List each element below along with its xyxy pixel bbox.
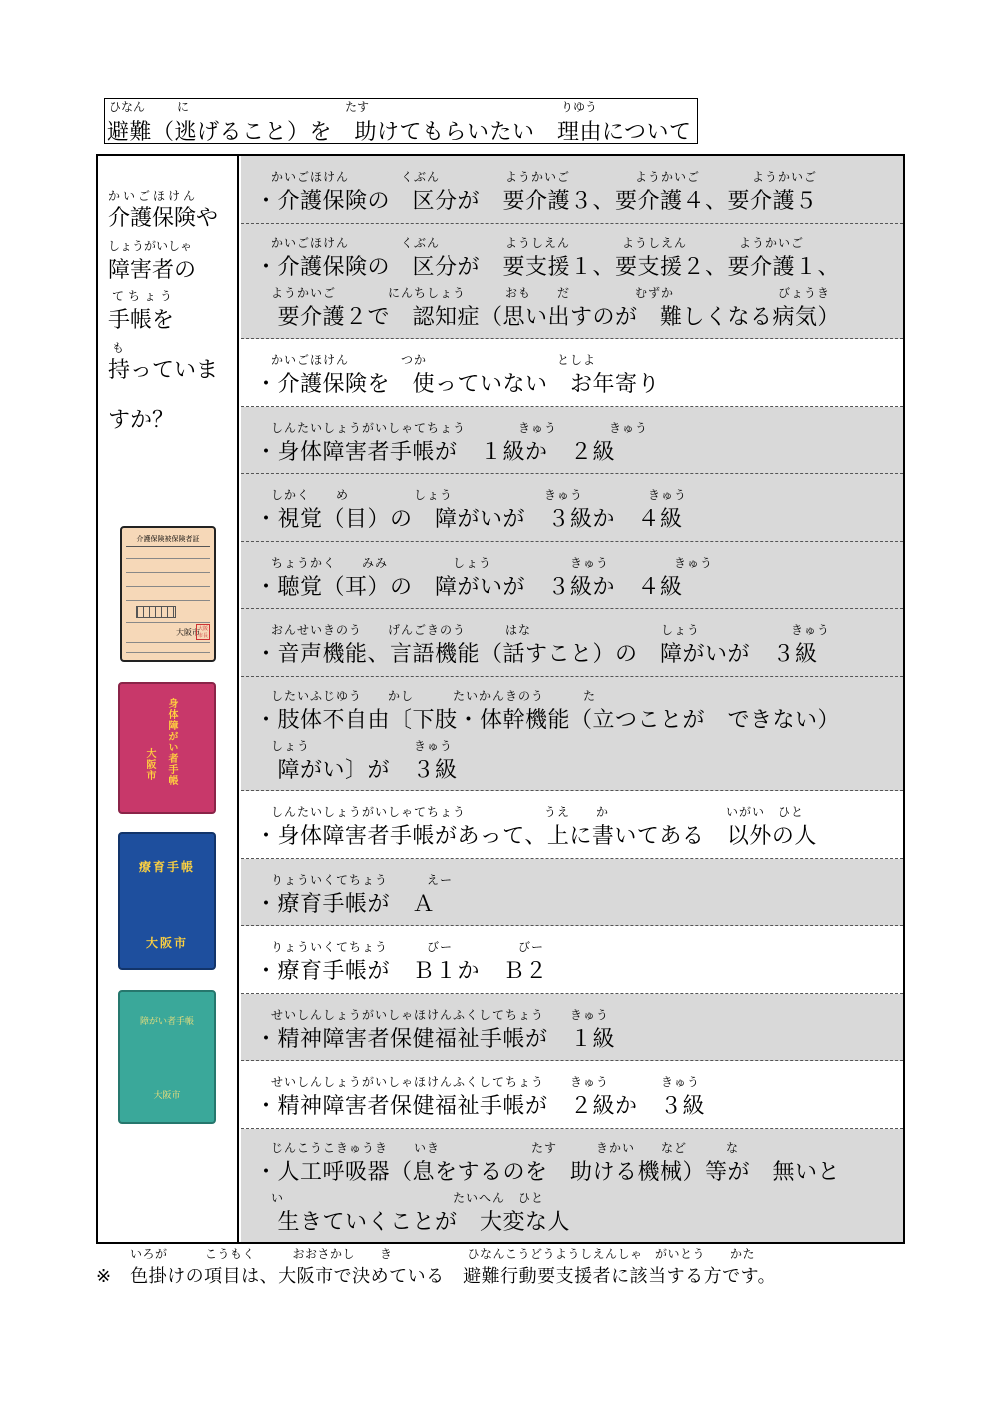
condition-row-10 bbox=[241, 926, 903, 994]
row-text: ・療育手帳が Ｂ１か Ｂ２ bbox=[255, 959, 548, 984]
question-ruby-2: てちょう bbox=[112, 289, 177, 303]
insurance-card-image bbox=[120, 526, 216, 662]
row-ruby: かいごほけん つか としよ bbox=[271, 353, 597, 367]
condition-row-12 bbox=[241, 1061, 903, 1129]
condition-row-5 bbox=[241, 542, 903, 609]
question-ruby-1: しょうがいしゃ bbox=[108, 239, 193, 253]
title-ruby-2: たす bbox=[345, 100, 370, 114]
question-line-0: 介護保険や bbox=[108, 206, 219, 231]
row-text: 障がい〕が ３級 bbox=[255, 758, 458, 783]
row-text: ・介護保険の 区分が 要介護３、要介護４、要介護５ bbox=[255, 189, 818, 214]
row-ruby: ようかいご にんちしょう おも だ むずか びょうき bbox=[271, 286, 831, 300]
row-ruby: りょういくてちょう びー びー bbox=[271, 940, 545, 954]
row-ruby: せいしんしょうがいしゃほけんふくしてちょう きゅう きゅう bbox=[271, 1075, 701, 1089]
condition-row-1 bbox=[241, 224, 903, 339]
row-ruby: したいふじゆう かし たいかんきのう た bbox=[271, 689, 597, 703]
physical-disability-card-image bbox=[118, 682, 216, 814]
mental-disability-card-image bbox=[118, 990, 216, 1124]
condition-row-2 bbox=[241, 339, 903, 407]
row-text: ・身体障害者手帳があって、上に書いてある 以外の人 bbox=[255, 824, 817, 849]
insurance-card-stamp: 大阪市長 bbox=[197, 626, 208, 639]
ryoiku-card-city: 大阪市 bbox=[145, 936, 188, 950]
row-text: 要介護２で 認知症（思い出すのが 難しくなる病気） bbox=[255, 305, 841, 330]
row-ruby: しかく め しょう きゅう きゅう bbox=[271, 488, 688, 502]
row-ruby: しょう きゅう bbox=[271, 739, 454, 753]
question-line-2: 手帳を bbox=[108, 308, 175, 333]
insurance-card-header: 介護保険被保険者証 bbox=[126, 532, 210, 547]
question-line-3: 持っていま bbox=[108, 358, 219, 383]
row-ruby: じんこうこきゅうき いき たす きかい など な bbox=[271, 1141, 740, 1155]
physical-card-right-text: 身体障がい者手帳 bbox=[166, 698, 177, 786]
row-text: ・介護保険の 区分が 要支援１、要支援２、要介護１、 bbox=[255, 255, 841, 280]
mental-card-title: 障がい者手帳 bbox=[139, 1017, 194, 1027]
title-ruby-1: に bbox=[177, 100, 190, 114]
row-text: ・療育手帳が Ａ bbox=[255, 892, 436, 917]
footnote: ※ 色掛けの項目は、大阪市で決めている 避難行動要支援者に該当する方です。 bbox=[96, 1266, 777, 1287]
row-text: ・視覚（目）の 障がいが ３級か ４級 bbox=[255, 507, 683, 532]
row-ruby: りょういくてちょう えー bbox=[271, 873, 454, 887]
row-text: ・聴覚（耳）の 障がいが ３級か ４級 bbox=[255, 575, 683, 600]
row-text: ・身体障害者手帳が １級か ２級 bbox=[255, 440, 616, 465]
condition-row-9 bbox=[241, 859, 903, 926]
row-text: ・音声機能、言語機能（話すこと）の 障がいが ３級 bbox=[255, 642, 818, 667]
row-ruby: おんせいきのう げんごきのう はな しょう きゅう bbox=[271, 623, 831, 637]
title-box bbox=[104, 98, 698, 144]
footnote-ruby: いろが こうもく おおさかし き ひなんこうどうようしえんしゃ がいとう かた bbox=[130, 1247, 756, 1261]
question-line-4: すか？ bbox=[108, 408, 175, 433]
row-text: 生きていくことが 大変な人 bbox=[255, 1210, 571, 1235]
condition-row-8 bbox=[241, 791, 903, 859]
condition-row-13 bbox=[241, 1129, 903, 1242]
row-ruby: かいごほけん くぶん ようしえん ようしえん ようかいご bbox=[271, 236, 805, 250]
condition-row-4 bbox=[241, 474, 903, 542]
question-ruby-0: かいごほけん bbox=[108, 189, 199, 203]
reason-table bbox=[96, 154, 905, 1244]
row-ruby: ちょうかく みみ しょう きゅう きゅう bbox=[271, 556, 714, 570]
row-ruby: い たいへん ひと bbox=[271, 1191, 545, 1205]
condition-row-0 bbox=[241, 156, 903, 224]
condition-row-6 bbox=[241, 609, 903, 677]
question-column bbox=[98, 156, 239, 1242]
condition-row-3 bbox=[241, 407, 903, 474]
title-ruby-3: りゆう bbox=[561, 100, 598, 114]
row-ruby: しんたいしょうがいしゃてちょう うえ か いがい ひと bbox=[271, 805, 805, 819]
question-line-1: 障害者の bbox=[108, 258, 197, 283]
row-text: ・肢体不自由〔下肢・体幹機能（立つことが できない） bbox=[255, 708, 841, 733]
ryoiku-card-title: 療育手帳 bbox=[138, 860, 195, 874]
row-text: ・介護保険を 使っていない お年寄り bbox=[255, 372, 661, 397]
physical-card-left-text: 大阪市 bbox=[144, 748, 155, 781]
row-text: ・精神障害者保健福祉手帳が ２級か ３級 bbox=[255, 1094, 706, 1119]
row-ruby: かいごほけん くぶん ようかいご ようかいご ようかいご bbox=[271, 170, 818, 184]
row-text: ・人工呼吸器（息をするのを 助ける機械）等が 無いと bbox=[255, 1160, 841, 1185]
insurance-card-city: 大阪市 bbox=[176, 628, 200, 637]
page-title: 避難（逃げること）を 助けてもらいたい 理由について bbox=[107, 120, 692, 145]
condition-row-7 bbox=[241, 677, 903, 791]
condition-row-11 bbox=[241, 994, 903, 1061]
ryoiku-card-image bbox=[118, 832, 216, 970]
row-text: ・精神障害者保健福祉手帳が １級 bbox=[255, 1027, 616, 1052]
row-ruby: しんたいしょうがいしゃてちょう きゅう きゅう bbox=[271, 421, 649, 435]
row-ruby: せいしんしょうがいしゃほけんふくしてちょう きゅう bbox=[271, 1008, 610, 1022]
mental-card-city: 大阪市 bbox=[153, 1091, 181, 1101]
question-ruby-3: も bbox=[112, 341, 125, 355]
title-ruby-0: ひなん bbox=[109, 100, 146, 114]
